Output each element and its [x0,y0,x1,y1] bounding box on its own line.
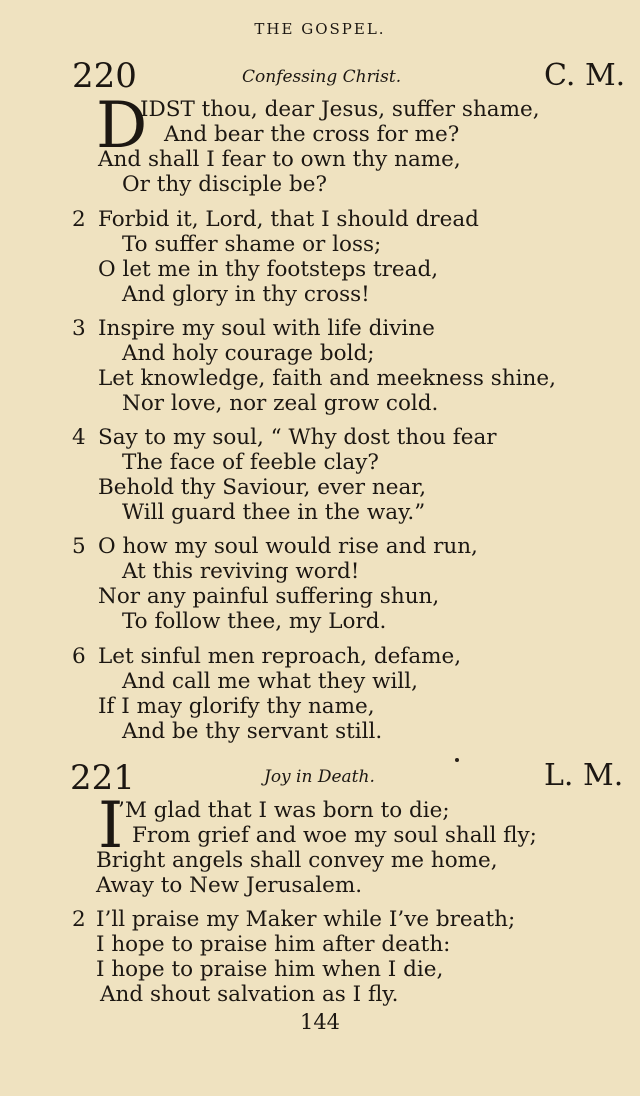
verse-line: If I may glorify thy name, [98,694,375,719]
verse-number: 2 [72,207,86,232]
verse-line: ’M glad that I was born to die; [118,798,450,823]
verse-number: 4 [72,425,86,450]
verse-line: Away to New Jerusalem. [96,873,363,898]
verse-number: 2 [72,907,86,932]
verse-line: Forbid it, Lord, that I should dread [98,207,479,232]
verse-number: 5 [72,534,86,559]
verse-line: To suffer shame or loss; [122,232,382,257]
hymn-meter: L. M. [544,758,624,793]
verse-line: To follow thee, my Lord. [122,609,387,634]
ink-dot [455,758,459,762]
verse-line: And shall I fear to own thy name, [98,147,461,172]
verse-line: Let knowledge, faith and meekness shine, [98,366,556,391]
verse-line: IDST thou, dear Jesus, suffer shame, [140,97,540,122]
verse-line: The face of feeble clay? [122,450,379,475]
verse-line: Inspire my soul with life divine [98,316,435,341]
verse-line: And holy courage bold; [122,341,375,366]
verse-line: Will guard thee in the way.” [122,500,426,525]
verse-number: 6 [72,644,86,669]
hymn-title: Confessing Christ. [242,67,402,87]
verse-line: Nor any painful suffering shun, [98,584,440,609]
verse-line: And call me what they will, [122,669,418,694]
hymn-number: 220 [72,56,137,96]
verse-line: I hope to praise him when I die, [96,957,444,982]
hymn-number: 221 [70,758,135,798]
page-number: 144 [299,1010,341,1034]
verse-line: I’ll praise my Maker while I’ve breath; [96,907,516,932]
verse-line: Behold thy Saviour, ever near, [98,475,427,500]
verse-line: From grief and woe my soul shall fly; [132,823,537,848]
hymn-title: Joy in Death. [264,767,375,787]
verse-line: Let sinful men reproach, defame, [98,644,462,669]
drop-cap: I [98,789,124,863]
running-head: THE GOSPEL. [254,20,386,38]
verse-line: And glory in thy cross! [122,282,370,307]
verse-line: And shout salvation as I fly. [100,982,399,1007]
verse-number: 3 [72,316,86,341]
verse-line: Bright angels shall convey me home, [96,848,498,873]
verse-line: Or thy disciple be? [122,172,328,197]
drop-cap: D [96,89,148,163]
hymn-meter: C. M. [544,58,626,93]
verse-line: At this reviving word! [122,559,360,584]
verse-line: O how my soul would rise and run, [98,534,478,559]
verse-line: O let me in thy footsteps tread, [98,257,439,282]
verse-line: I hope to praise him after death: [96,932,451,957]
verse-line: Say to my soul, “ Why dost thou fear [98,425,497,450]
verse-line: Nor love, nor zeal grow cold. [122,391,439,416]
verse-line: And be thy servant still. [122,719,383,744]
verse-line: And bear the cross for me? [164,122,460,147]
